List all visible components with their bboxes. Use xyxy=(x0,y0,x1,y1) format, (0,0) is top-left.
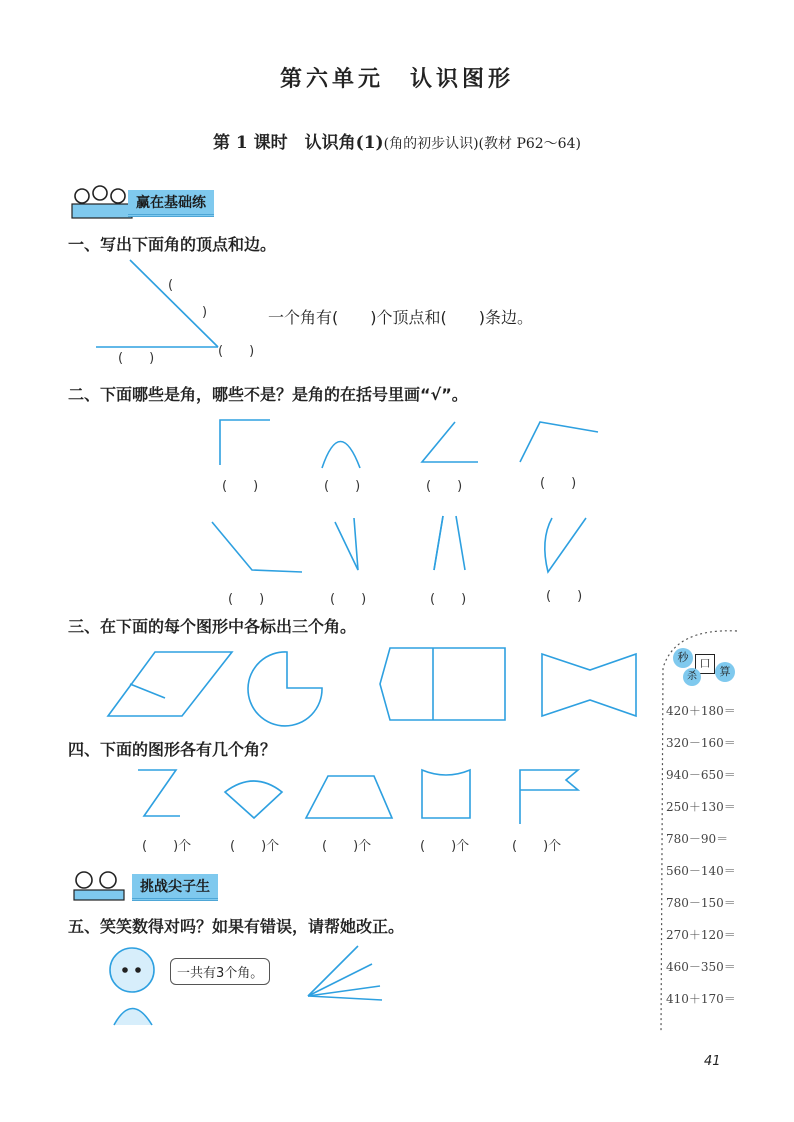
q2-figures xyxy=(200,410,620,610)
q4-blank-5[interactable]: ( )个 xyxy=(512,839,562,854)
q4-flag-shape xyxy=(520,770,578,824)
q2-blank-1[interactable]: ( ) xyxy=(222,479,259,494)
q1-text: 一、写出下面角的顶点和边。 xyxy=(68,235,277,254)
q2-blank-6[interactable]: ( ) xyxy=(330,592,367,607)
q2-blank-8[interactable]: ( ) xyxy=(546,589,583,604)
q4-figures xyxy=(130,762,590,832)
q4-blank-3[interactable]: ( )个 xyxy=(322,839,372,854)
q2-figure-6 xyxy=(335,518,358,570)
q4-curved-shape xyxy=(422,770,470,818)
side-header-char-1: 秒 xyxy=(673,648,693,668)
lesson-note: (角的初步认识)(教材 P62～64) xyxy=(383,136,581,152)
q2-blank-4[interactable]: ( ) xyxy=(540,476,577,491)
calc-10: 410＋170＝ xyxy=(666,992,736,1006)
q1-blank-side-top[interactable]: ( xyxy=(168,278,174,293)
q3-text: 三、在下面的每个图形中各标出三个角。 xyxy=(68,617,357,636)
q1-sentence: 一个角有( )个顶点和( )条边。 xyxy=(268,308,533,327)
q4-trapezoid xyxy=(306,776,392,818)
banner-challenge-label: 挑战尖子生 xyxy=(132,874,218,901)
q3-pentagon xyxy=(380,648,505,720)
banner-challenge xyxy=(68,866,248,902)
q3-parallelogram xyxy=(108,652,232,716)
calc-1: 420＋180＝ xyxy=(666,704,736,718)
banner-basic-label: 赢在基础练 xyxy=(128,190,214,217)
q2-blank-2[interactable]: ( ) xyxy=(324,479,361,494)
q4-blank-2[interactable]: ( )个 xyxy=(230,839,280,854)
calc-8: 270＋120＝ xyxy=(666,928,736,942)
students-icon xyxy=(68,866,134,902)
q2-figure-3 xyxy=(422,422,478,462)
q2-blank-3[interactable]: ( ) xyxy=(426,479,463,494)
q2-text: 二、下面哪些是角，哪些不是？是角的在括号里画“√”。 xyxy=(68,385,468,404)
q1-blank-vertex-inner[interactable]: ) xyxy=(202,305,208,320)
q5-text: 五、笑笑数得对吗？如果有错误，请帮她改正。 xyxy=(68,917,405,936)
side-header xyxy=(673,648,743,688)
calc-4: 250＋130＝ xyxy=(666,800,736,814)
calc-5: 780－90＝ xyxy=(666,832,729,846)
q1-blank-side-bottom[interactable]: ( ) xyxy=(118,351,155,366)
calc-7: 780－150＝ xyxy=(666,896,736,910)
q4-z-shape xyxy=(138,770,180,816)
q2-blank-7[interactable]: ( ) xyxy=(430,592,467,607)
calc-3: 940－650＝ xyxy=(666,768,736,782)
q4-text: 四、下面的图形各有几个角？ xyxy=(68,740,277,759)
lesson-subtitle xyxy=(0,128,794,153)
q2-figure-8 xyxy=(545,518,586,572)
side-header-char-3: 杀 xyxy=(683,668,701,686)
q4-blank-4[interactable]: ( )个 xyxy=(420,839,470,854)
q5-angle-figure xyxy=(300,940,390,1010)
q4-blank-1[interactable]: ( )个 xyxy=(142,839,192,854)
q2-blank-5[interactable]: ( ) xyxy=(228,592,265,607)
page-number: 41 xyxy=(704,1054,721,1069)
girl-illustration xyxy=(100,940,170,1030)
banner-basic xyxy=(68,184,238,220)
q3-figures xyxy=(100,640,650,730)
q3-bowtie xyxy=(542,654,636,716)
calc-2: 320－160＝ xyxy=(666,736,736,750)
q4-fan-shape xyxy=(225,781,282,818)
lesson-main: 第 1 课时 认识角(1) xyxy=(213,133,384,153)
q1-angle-side-upper xyxy=(130,260,218,347)
q2-figure-5 xyxy=(212,522,302,572)
q1-blank-vertex[interactable]: ( ) xyxy=(218,344,255,359)
q2-figure-2 xyxy=(322,442,360,469)
page-title: 第六单元 认识图形 xyxy=(279,66,514,92)
calc-9: 460－350＝ xyxy=(666,960,736,974)
speech-bubble: 一共有3个角。 xyxy=(170,958,270,985)
q2-figure-1 xyxy=(220,420,270,465)
q2-figure-4 xyxy=(520,422,598,462)
calc-6: 560－140＝ xyxy=(666,864,736,878)
q3-circle-sector xyxy=(248,652,322,726)
side-header-char-4: 算 xyxy=(715,662,735,682)
side-header-char-2: 口 xyxy=(695,654,715,674)
